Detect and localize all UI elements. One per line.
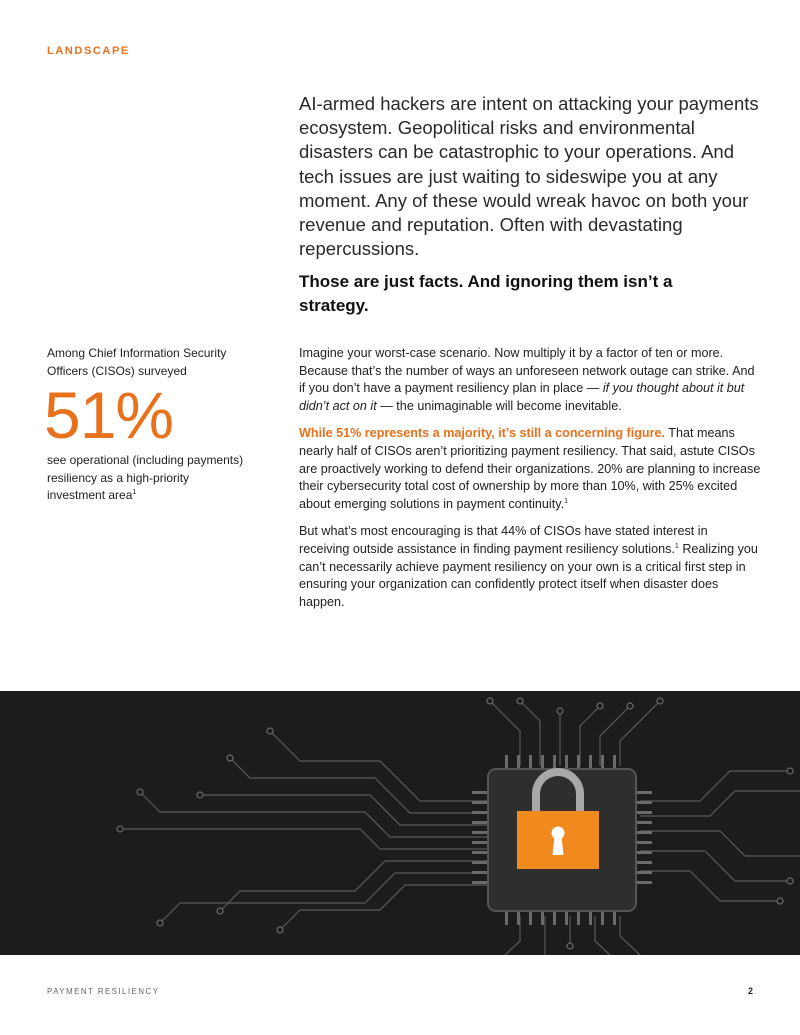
footnote-marker: 1 — [564, 497, 568, 505]
body-p2-accent: While 51% represents a majority, it’s still a concerning figure. — [299, 426, 666, 441]
intro-paragraph: AI-armed hackers are intent on attacking your payments ecosystem. Geopolitical risks and environmental disasters can be catastrophic to your operations. And tech issues are just waiting to sideswipe you at any moment. Any of these would wreak havoc on both your revenue and reputation. Often with devastating repercussions. — [299, 93, 759, 260]
footnote-marker: 1 — [674, 542, 679, 550]
circuit-board-illustration — [0, 691, 800, 955]
section-label: LANDSCAPE — [47, 45, 130, 57]
stat-intro-text: Among Chief Information Security Officers (CISOs) surveyed — [47, 346, 227, 378]
stat-value: 51% — [44, 378, 174, 452]
body-p1-text: Imagine your worst-case scenario. Now multiply it by a factor of ten or more. Because that’s the number of ways an unforeseen network outage can strike. And if you don’t have a payment resiliency plan in place — — [299, 346, 755, 396]
body-paragraph-1 — [299, 345, 761, 415]
body-p3-end: Realizing you can’t necessarily achieve payment resiliency on your own is a critical first step in ensuring your organization can confidently protect itself when disaster does happen. — [299, 541, 758, 609]
footnote-marker: 1 — [132, 489, 137, 496]
body-p1-end: — the unimaginable will become inevitable. — [376, 398, 622, 413]
page-number: 2 — [748, 986, 754, 996]
stat-description — [47, 452, 247, 505]
hero-image — [0, 691, 800, 955]
body-p1-italic: if you thought about it but didn’t act on it — [299, 381, 745, 413]
body-p3-text: But what’s most encouraging is that 44% of CISOs have stated interest in receiving outside assistance in finding payment resiliency solutions. — [299, 524, 708, 556]
intro-headline: Those are just facts. And ignoring them isn’t a strategy. — [299, 272, 673, 315]
body-paragraph-2 — [299, 425, 761, 513]
stat-callout — [44, 345, 247, 505]
footer-doc-title: PAYMENT RESILIENCY — [47, 987, 160, 996]
body-p2-text: That means nearly half of CISOs aren’t prioritizing payment resiliency. That said, astute CISOs are proactively working to defend their organizations. 20% are planning to increase their cybersecurity total cost of ownership by more than 10%, with 25% excited about emerging solutions in payment continuity. — [299, 426, 761, 511]
body-paragraph-3 — [299, 523, 761, 611]
stat-description-text: see operational (including payments) resiliency as a high-priority investment area — [47, 453, 244, 502]
body-text — [299, 345, 761, 621]
